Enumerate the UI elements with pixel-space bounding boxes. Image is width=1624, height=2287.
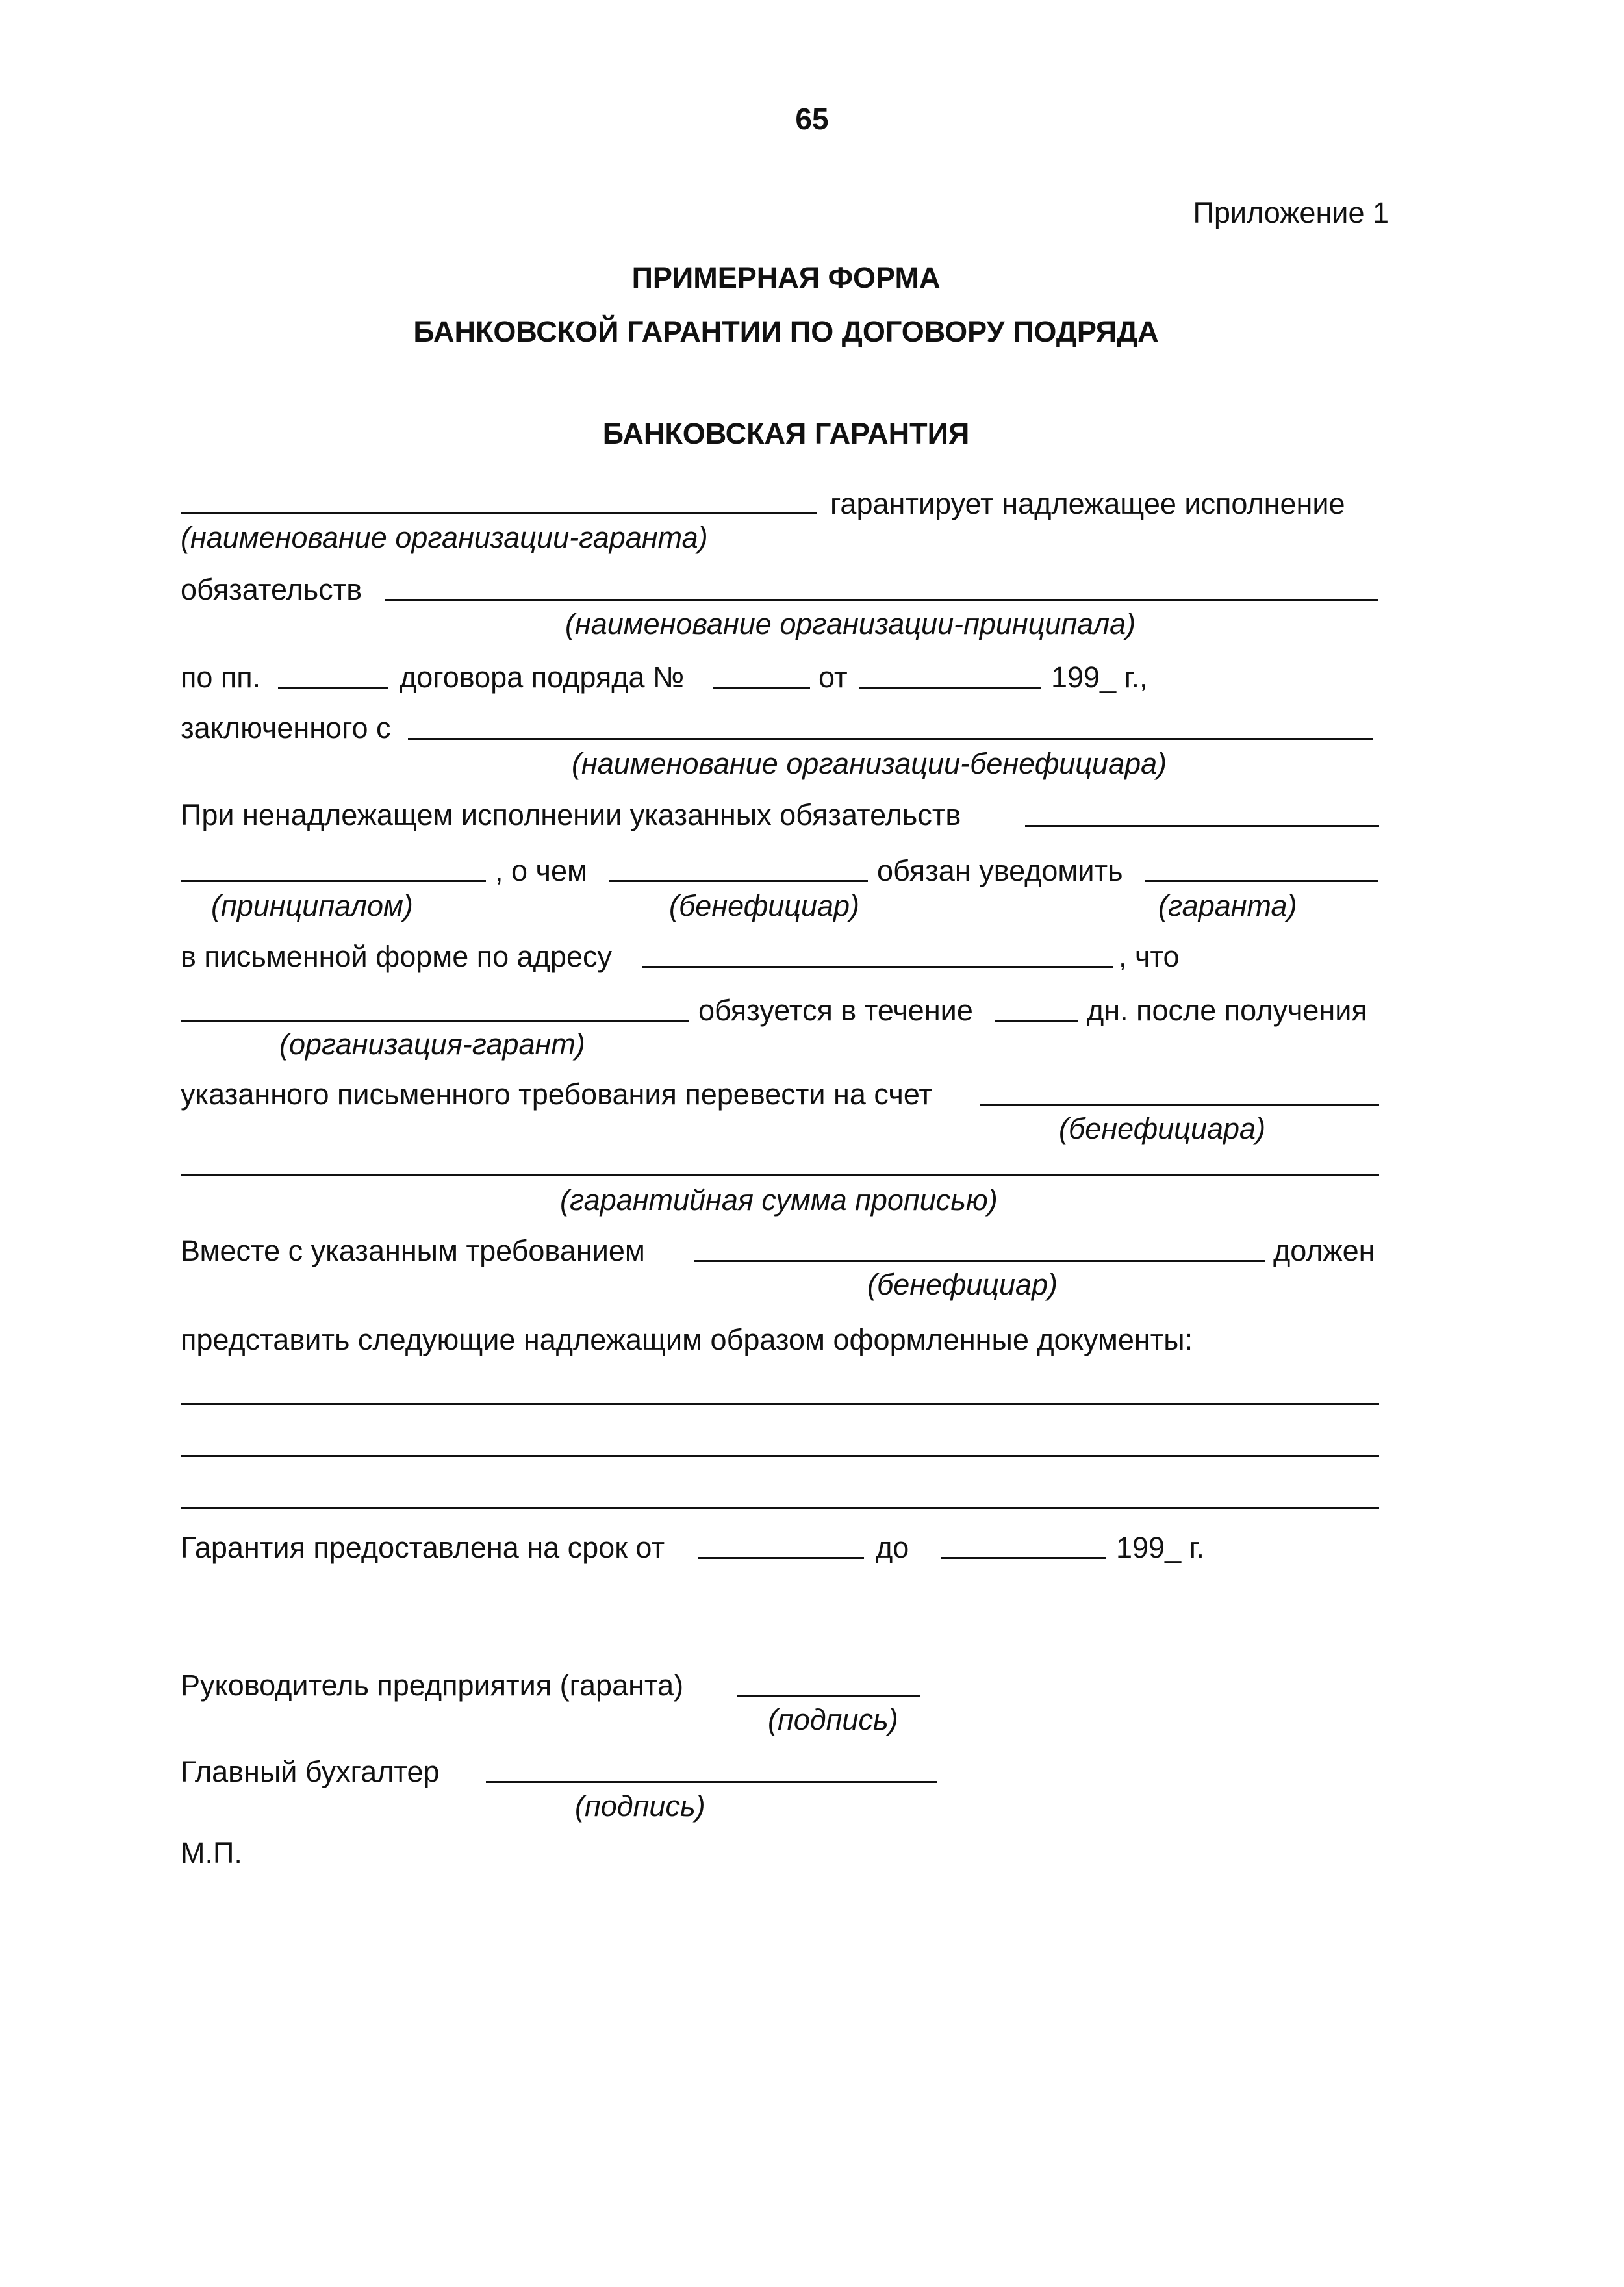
- stamp-label: М.П.: [181, 1836, 242, 1869]
- beneficiary-account-line[interactable]: [980, 1104, 1379, 1106]
- appendix-label: Приложение 1: [1193, 196, 1389, 229]
- improper-execution-line[interactable]: [1025, 825, 1379, 827]
- caption-principal-name: (наименование организации-принципала): [565, 607, 1136, 640]
- written-form-text: в письменной форме по адресу: [181, 940, 612, 973]
- caption-signature-2: (подпись): [575, 1789, 705, 1823]
- beneficiary-name-line[interactable]: [408, 738, 1373, 740]
- contract-number-line[interactable]: [713, 687, 810, 689]
- together-text: Вместе с указанным требованием: [181, 1234, 645, 1267]
- beneficiary-docs-line[interactable]: [694, 1260, 1265, 1262]
- items-label: по пп.: [181, 661, 261, 694]
- undertakes-text: обязуется в течение: [698, 994, 973, 1027]
- contract-date-line[interactable]: [859, 687, 1041, 689]
- caption-beneficiary: (бенефициар): [669, 889, 860, 922]
- accountant-signature-line[interactable]: [486, 1781, 937, 1783]
- address-line[interactable]: [642, 966, 1113, 968]
- term-end-line[interactable]: [941, 1557, 1106, 1559]
- head-signature-line[interactable]: [737, 1695, 920, 1697]
- page-number: 65: [795, 102, 829, 136]
- items-line[interactable]: [278, 687, 388, 689]
- contract-number-label: договора подряда №: [400, 661, 685, 694]
- caption-beneficiary-name: (наименование организации-бенефициара): [572, 747, 1167, 780]
- documents-line-3[interactable]: [181, 1507, 1379, 1509]
- obligations-label: обязательств: [181, 573, 362, 606]
- caption-beneficiary-2: (бенефициар): [867, 1268, 1058, 1301]
- beneficiary-line[interactable]: [609, 880, 868, 882]
- year-label: 199_ г.,: [1051, 661, 1148, 694]
- guarantees-text: гарантирует надлежащее исполнение: [830, 487, 1345, 520]
- caption-org-guarantor: (организация-гарант): [279, 1028, 585, 1061]
- to-text: до: [876, 1531, 909, 1564]
- days-line[interactable]: [995, 1020, 1078, 1022]
- caption-amount-words: (гарантийная сумма прописью): [560, 1183, 998, 1217]
- about-which-text: , о чем: [495, 854, 587, 887]
- submit-documents-text: представить следующие надлежащим образом оформленные документы:: [181, 1323, 1193, 1356]
- guarantee-term-text: Гарантия предоставлена на срок от: [181, 1531, 665, 1564]
- documents-line-2[interactable]: [181, 1455, 1379, 1457]
- year-end-text: 199_ г.: [1116, 1531, 1205, 1564]
- term-start-line[interactable]: [698, 1557, 864, 1559]
- document-subtitle: БАНКОВСКАЯ ГАРАНТИЯ: [602, 417, 970, 450]
- from-label: от: [818, 661, 848, 694]
- transfer-text: указанного письменного требования перевести на счет: [181, 1078, 932, 1111]
- days-after-text: дн. после получения: [1087, 994, 1367, 1027]
- documents-line-1[interactable]: [181, 1403, 1379, 1405]
- title-line-1: ПРИМЕРНАЯ ФОРМА: [631, 261, 941, 294]
- caption-beneficiary-genitive: (бенефициара): [1059, 1112, 1266, 1145]
- guarantor-line[interactable]: [1145, 880, 1378, 882]
- guarantor-name-line[interactable]: [181, 512, 817, 514]
- title-line-2: БАНКОВСКОЙ ГАРАНТИИ ПО ДОГОВОРУ ПОДРЯДА: [413, 315, 1159, 348]
- caption-guarantor: (гаранта): [1158, 889, 1297, 922]
- improper-execution-text: При ненадлежащем исполнении указанных обязательств: [181, 798, 961, 831]
- amount-words-line[interactable]: [181, 1174, 1379, 1176]
- must-notify-text: обязан уведомить: [877, 854, 1123, 887]
- head-label: Руководитель предприятия (гаранта): [181, 1669, 684, 1702]
- caption-guarantor-name: (наименование организации-гаранта): [181, 521, 708, 554]
- that-text: , что: [1119, 940, 1180, 973]
- concluded-with-label: заключенного с: [181, 711, 391, 744]
- org-guarantor-line[interactable]: [181, 1020, 689, 1022]
- principal-name-line[interactable]: [385, 599, 1378, 601]
- caption-principal: (принципалом): [211, 889, 413, 922]
- must-text: должен: [1273, 1234, 1375, 1267]
- caption-signature-1: (подпись): [768, 1703, 898, 1736]
- chief-accountant-label: Главный бухгалтер: [181, 1755, 440, 1788]
- principal-line[interactable]: [181, 880, 486, 882]
